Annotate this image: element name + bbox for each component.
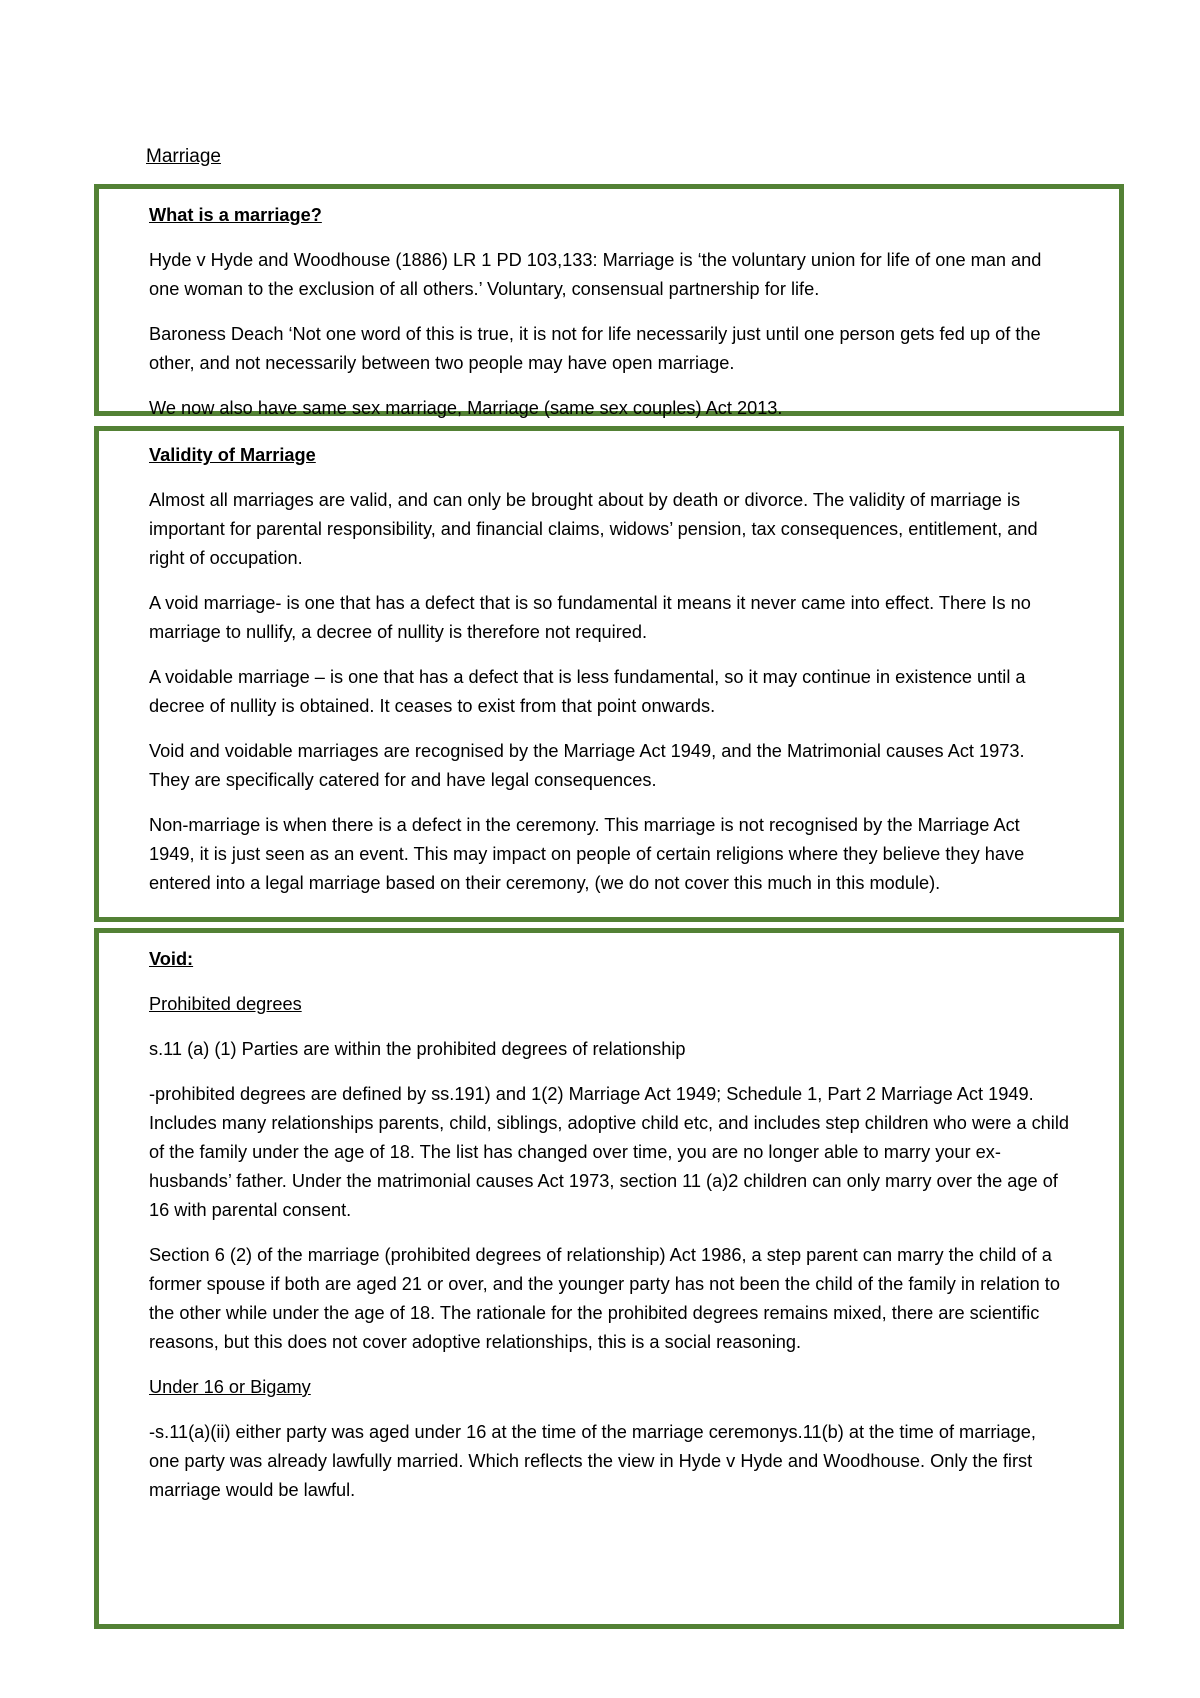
paragraph: We now also have same sex marriage, Marriage (same sex couples) Act 2013.	[149, 398, 783, 418]
paragraph: Void and voidable marriages are recognised by the Marriage Act 1949, and the Matrimonial causes Act 1973. They are specifically catered for and have legal consequences.	[149, 741, 1025, 790]
paragraph: -prohibited degrees are defined by ss.191) and 1(2) Marriage Act 1949; Schedule 1, Part 2 Marriage Act 1949. Includes many relationships parents, child, siblings, adoptive child etc, and includes step children who were a child of the family under the age of 18. The list has changed over time, you are no longer able to marry your ex-husbands’ father. Under the matrimonial causes Act 1973, section 11 (a)2 children can only marry over the age of 16 with parental consent.	[149, 1084, 1069, 1220]
paragraph: -s.11(a)(ii) either party was aged under 16 at the time of the marriage ceremonys.11(b) at the time of marriage, one party was already lawfully married. Which reflects the view in Hyde v Hyde and Woodhouse. Only the first marriage would be lawful.	[149, 1422, 1036, 1500]
subheading-under-16-or-bigamy: Under 16 or Bigamy	[149, 1377, 311, 1397]
paragraph: Baroness Deach ‘Not one word of this is true, it is not for life necessarily just until one person gets fed up of the other, and not necessarily between two people may have open marriage.	[149, 324, 1041, 373]
paragraph: A voidable marriage – is one that has a defect that is less fundamental, so it may continue in existence until a decree of nullity is obtained. It ceases to exist from that point onwards.	[149, 667, 1026, 716]
section-heading: Validity of Marriage	[149, 445, 316, 465]
paragraph: Hyde v Hyde and Woodhouse (1886) LR 1 PD 103,133: Marriage is ‘the voluntary union for life of one man and one woman to the exclusion of all others.’ Voluntary, consensual partnership for life.	[149, 250, 1042, 299]
document-title: Marriage	[146, 146, 221, 167]
paragraph: A void marriage- is one that has a defect that is so fundamental it means it never came into effect. There Is no marriage to nullify, a decree of nullity is therefore not required.	[149, 593, 1031, 642]
section-heading: What is a marriage?	[149, 205, 322, 225]
paragraph: s.11 (a) (1) Parties are within the prohibited degrees of relationship	[149, 1039, 686, 1059]
section-what-is-marriage	[94, 184, 1124, 416]
paragraph: Section 6 (2) of the marriage (prohibited degrees of relationship) Act 1986, a step parent can marry the child of a former spouse if both are aged 21 or over, and the younger party has not been the child of the family in relation to the other while under the age of 18. The rationale for the prohibited degrees remains mixed, there are scientific reasons, but this does not cover adoptive relationships, this is a social reasoning.	[149, 1245, 1060, 1352]
section-void	[94, 928, 1124, 1629]
paragraph: Non-marriage is when there is a defect in the ceremony. This marriage is not recognised by the Marriage Act 1949, it is just seen as an event. This may impact on people of certain religions where they believe they have entered into a legal marriage based on their ceremony, (we do not cover this much in this module).	[149, 815, 1025, 893]
section-heading: Void:	[149, 949, 194, 969]
paragraph: Almost all marriages are valid, and can only be brought about by death or divorce. The validity of marriage is important for parental responsibility, and financial claims, widows’ pension, tax consequences, entitlement, and right of occupation.	[149, 490, 1038, 568]
subheading-prohibited-degrees: Prohibited degrees	[149, 994, 302, 1014]
section-validity-of-marriage	[94, 426, 1124, 922]
